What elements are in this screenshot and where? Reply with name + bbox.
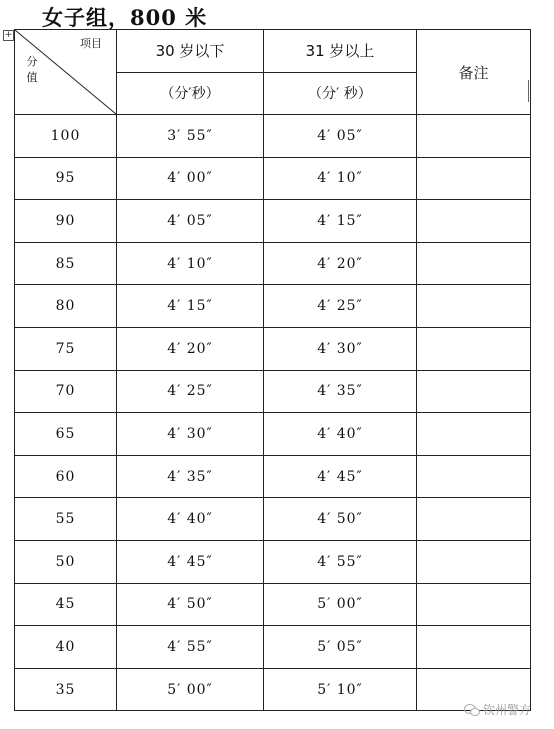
table-row [15,413,531,456]
table-row [15,285,531,328]
header-under30: 30 岁以下 [117,30,264,73]
table-row [15,157,531,200]
wechat-icon [464,704,480,716]
table-row [15,540,531,583]
table-row [15,668,531,711]
score-cell: 85 [15,242,117,285]
table-row [15,626,531,669]
watermark-text: 钦州警方 [483,703,532,717]
under30-cell: 4′ 30″ [117,413,264,456]
corner-cell [15,30,117,115]
under30-cell: 4′ 25″ [117,370,264,413]
watermark [464,701,531,718]
score-cell: 35 [15,668,117,711]
corner-item-label: 项目 [80,37,102,50]
unit-over31: （分′ 秒） [264,72,417,115]
under30-cell: 4′ 05″ [117,200,264,243]
over31-cell: 4′ 45″ [264,455,417,498]
score-cell: 100 [15,115,117,158]
note-cell [417,285,531,328]
header-over31: 31 岁以上 [264,30,417,73]
table-row [15,583,531,626]
score-cell: 65 [15,413,117,456]
score-cell: 55 [15,498,117,541]
table-row [15,115,531,158]
over31-cell: 5′ 05″ [264,626,417,669]
under30-cell: 5′ 00″ [117,668,264,711]
over31-cell: 4′ 40″ [264,413,417,456]
over31-cell: 4′ 30″ [264,327,417,370]
text-cursor [528,80,529,102]
over31-cell: 5′ 10″ [264,668,417,711]
under30-cell: 4′ 55″ [117,626,264,669]
over31-cell: 4′ 20″ [264,242,417,285]
over31-cell: 4′ 50″ [264,498,417,541]
score-table [14,29,531,711]
over31-cell: 4′ 10″ [264,157,417,200]
score-cell: 75 [15,327,117,370]
corner-score-label: 分值 [26,55,38,84]
score-cell: 80 [15,285,117,328]
table-row [15,327,531,370]
table-row [15,498,531,541]
table-row [15,200,531,243]
over31-cell: 5′ 00″ [264,583,417,626]
under30-cell: 4′ 40″ [117,498,264,541]
header-note: 备注 [417,30,531,115]
unit-under30: （分′秒） [117,72,264,115]
note-cell [417,455,531,498]
score-cell: 40 [15,626,117,669]
note-cell [417,413,531,456]
note-cell [417,327,531,370]
header-row [15,30,531,73]
score-cell: 60 [15,455,117,498]
score-cell: 95 [15,157,117,200]
under30-cell: 4′ 20″ [117,327,264,370]
under30-cell: 3′ 55″ [117,115,264,158]
score-cell: 90 [15,200,117,243]
document-title: 女子组，800 米 [42,5,208,30]
under30-cell: 4′ 10″ [117,242,264,285]
score-cell: 45 [15,583,117,626]
over31-cell: 4′ 35″ [264,370,417,413]
under30-cell: 4′ 35″ [117,455,264,498]
table-row [15,242,531,285]
score-cell: 70 [15,370,117,413]
note-cell [417,242,531,285]
table-row [15,370,531,413]
note-cell [417,157,531,200]
note-cell [417,200,531,243]
under30-cell: 4′ 45″ [117,540,264,583]
note-cell [417,540,531,583]
table-move-icon[interactable]: + [4,30,13,40]
note-cell [417,626,531,669]
table-row [15,455,531,498]
under30-cell: 4′ 00″ [117,157,264,200]
over31-cell: 4′ 55″ [264,540,417,583]
over31-cell: 4′ 25″ [264,285,417,328]
note-cell [417,370,531,413]
score-cell: 50 [15,540,117,583]
note-cell [417,583,531,626]
over31-cell: 4′ 05″ [264,115,417,158]
under30-cell: 4′ 15″ [117,285,264,328]
note-cell [417,115,531,158]
over31-cell: 4′ 15″ [264,200,417,243]
note-cell [417,498,531,541]
under30-cell: 4′ 50″ [117,583,264,626]
